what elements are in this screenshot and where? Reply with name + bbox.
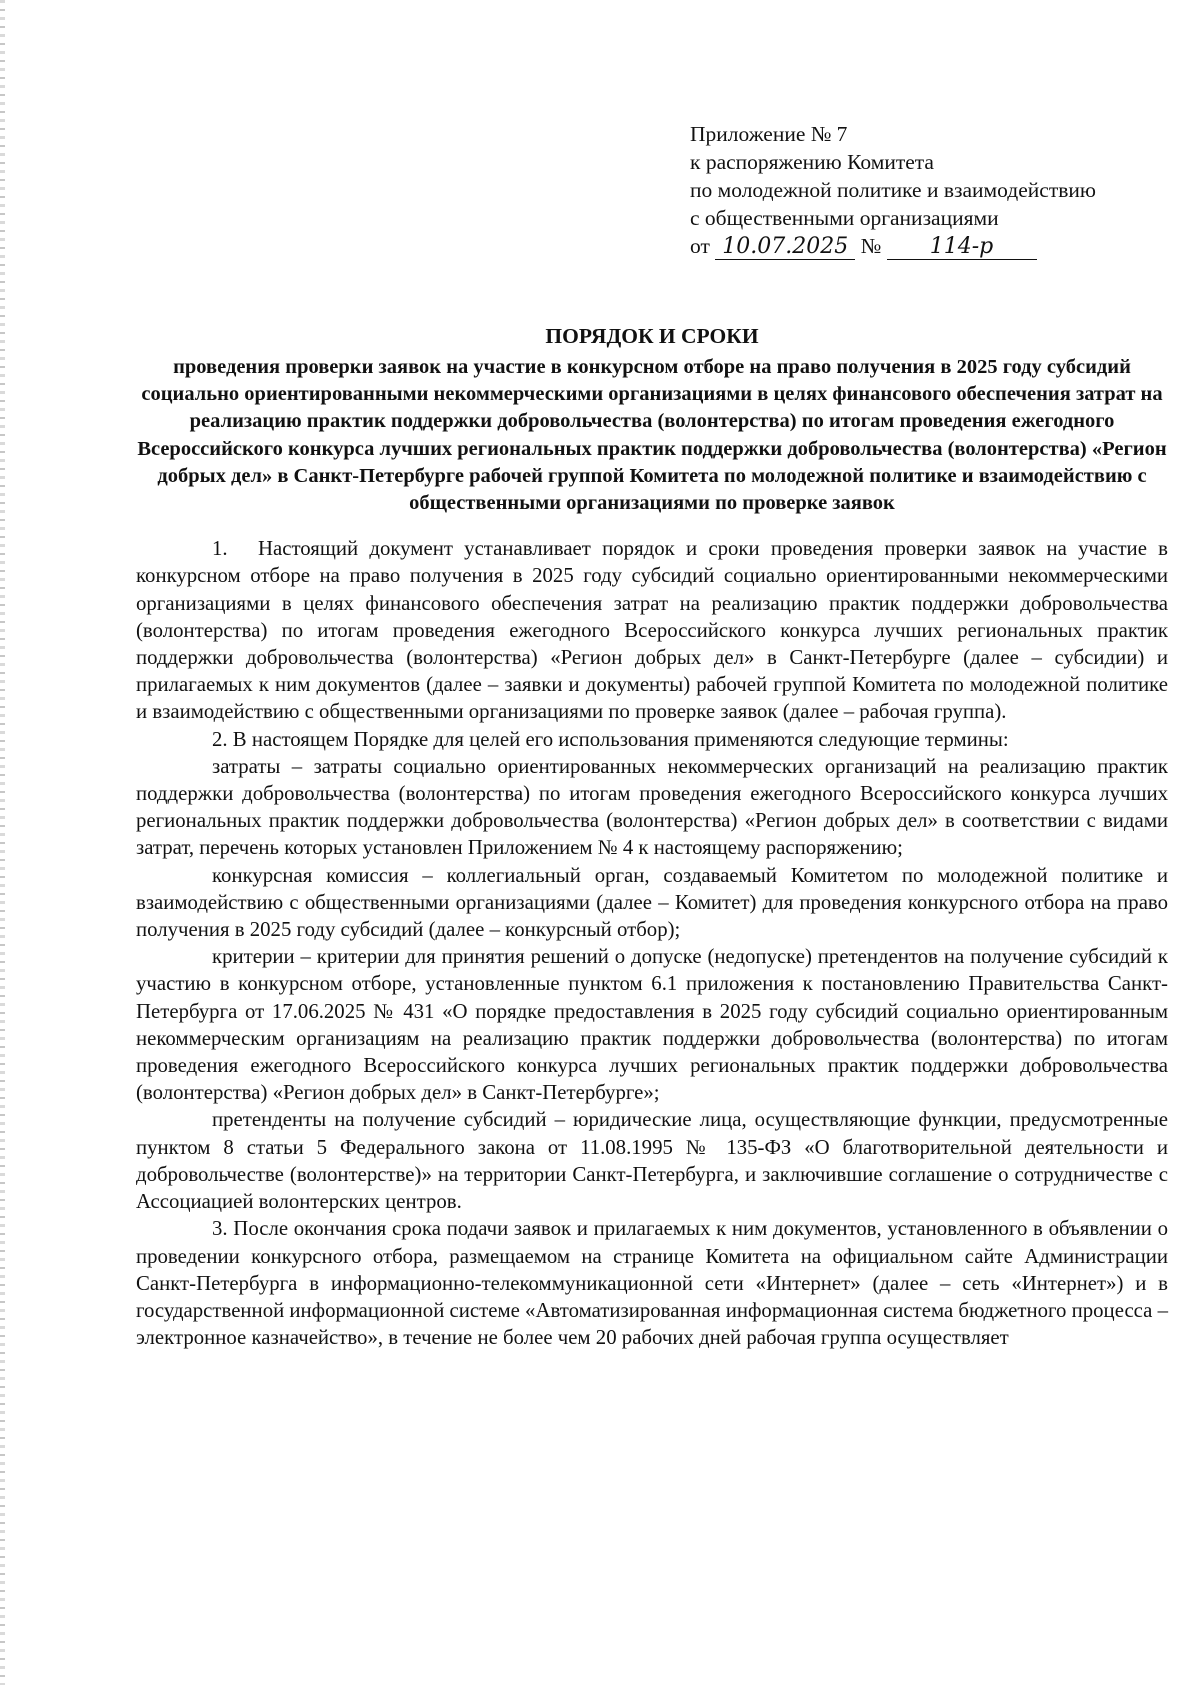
from-label: от xyxy=(690,234,710,258)
paragraph-2: 2. В настоящем Порядке для целей его использования применяются следующие термины: xyxy=(212,727,1009,751)
paragraph-3: 3. После окончания срока подачи заявок и прилагаемых к ним документов, установленного в объявлении о проведении конкурсного отбора, размещаемом на странице Комитета на официальном сайте Администрации Санкт-Петербурга в информационно-телекоммуникационной сети «Интернет» (далее – сеть «Интернет») и в государственной информационной системе «Автоматизированная информационная система бюджетного процесса – электронное казначейство», в течение не более чем 20 рабочих дней рабочая группа осуществляет xyxy=(136,1217,1168,1350)
appendix-line-4: с общественными организациями xyxy=(690,206,999,230)
scan-edge xyxy=(0,0,5,1685)
paragraph-number: 1. xyxy=(212,537,228,561)
document-subtitle: проведения проверки заявок на участие в конкурсном отборе на право получения в 2025 году субсидий социально ориентированными некоммерческими организациями в целях финансового обеспечения затрат на реализацию практик поддержки добровольчества (волонтерства) по итогам проведения ежегодного Всероссийского конкурса лучших региональных практик поддержки добровольчества (волонтерства) «Регион добрых дел» в Санкт-Петербурге рабочей группой Комитета по молодежной политике и взаимодействию с общественными организациями по проверке заявок xyxy=(137,356,1167,515)
number-label: № xyxy=(860,234,882,258)
appendix-block xyxy=(690,120,1168,260)
document-page xyxy=(136,120,1168,1351)
paragraph-1 xyxy=(136,535,1168,725)
paragraph-term-commission: конкурсная комиссия – коллегиальный орган, создаваемый Комитетом по молодежной политике и взаимодействию с общественными организациями (далее – Комитет) для проведения конкурсного отбора на право получения в 2025 году субсидий (далее – конкурсный отбор); xyxy=(136,863,1168,942)
document-title: ПОРЯДОК И СРОКИ xyxy=(545,324,759,348)
appendix-line-1: Приложение № 7 xyxy=(690,122,848,146)
handwritten-number: 114-р xyxy=(887,235,1037,260)
appendix-date-number-line xyxy=(690,232,1168,260)
appendix-line-3: по молодежной политике и взаимодействию xyxy=(690,178,1096,202)
handwritten-date: 10.07.2025 xyxy=(715,235,855,260)
paragraph-term-costs: затраты – затраты социально ориентированных некоммерческих организаций на реализацию практик поддержки добровольчества (волонтерства) по итогам проведения ежегодного Всероссийского конкурса лучших региональных практик поддержки добровольчества (волонтерства) «Регион добрых дел» в соответствии с видами затрат, перечень которых установлен Приложением № 4 к настоящему распоряжению; xyxy=(136,754,1168,860)
document-body xyxy=(136,535,1168,1351)
paragraph-text: Настоящий документ устанавливает порядок и сроки проведения проверки заявок на участие в конкурсном отборе на право получения в 2025 году субсидий социально ориентированными некоммерческими организациями в целях финансового обеспечения затрат на реализацию практик поддержки добровольчества (волонтерства) по итогам проведения ежегодного Всероссийского конкурса лучших региональных практик поддержки добровольчества (волонтерства) «Регион добрых дел» в Санкт-Петербурге (далее – субсидии) и прилагаемых к ним документов (далее – заявки и документы) рабочей группой Комитета по молодежной политике и взаимодействию с общественными организациями по проверке заявок (далее – рабочая группа). xyxy=(136,537,1168,724)
paragraph-term-criteria: критерии – критерии для принятия решений о допуске (недопуске) претендентов на получение субсидий к участию в конкурсном отборе, установленные пунктом 6.1 приложения к постановлению Правительства Санкт-Петербурга от 17.06.2025 № 431 «О порядке предоставления в 2025 году субсидий социально ориентированным некоммерческим организациям на реализацию практик поддержки добровольчества (волонтерства) по итогам проведения ежегодного Всероссийского конкурса лучших региональных практик поддержки добровольчества (волонтерства) «Регион добрых дел» в Санкт-Петербурге»; xyxy=(136,945,1168,1105)
appendix-line-2: к распоряжению Комитета xyxy=(690,150,934,174)
paragraph-term-applicants: претенденты на получение субсидий – юридические лица, осуществляющие функции, предусмотренные пунктом 8 статьи 5 Федерального закона от 11.08.1995 № 135-ФЗ «О благотворительной деятельности и добровольчестве (волонтерстве)» на территории Санкт-Петербурга, и заключившие соглашение о сотрудничестве с Ассоциацией волонтерских центров. xyxy=(136,1108,1168,1214)
